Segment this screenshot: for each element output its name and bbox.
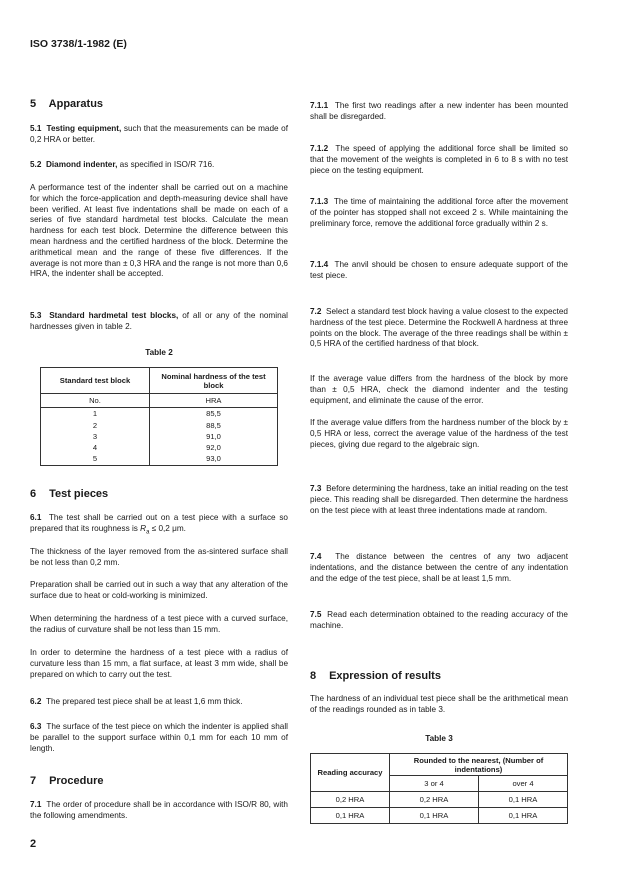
- clause-6-3: 6.3 The surface of the test piece on which the indenter is applied shall be parallel to the support surface within 0,1 mm for each 10 mm of length.: [30, 722, 288, 753]
- clause-6-1-e: In order to determine the hardness of a test piece with a radius of curvature less than 15 mm, a flat surface, at least 3 mm wide, shall be prepared on which to carry out the test.: [30, 648, 288, 679]
- section-title: Apparatus: [48, 98, 104, 110]
- clause-5-2: 5.2 Diamond indenter, as specified in ISO/R 716.: [30, 160, 215, 169]
- table-3-caption: Table 3: [425, 734, 453, 743]
- table-cell: 85,5 88,5 91,0 92,0 93,0: [150, 408, 278, 466]
- clause-7-3: 7.3 Before determining the hardness, take an initial reading on the test piece. This reading shall be disregarded. Then determine the hardness on the test piece with at least three indentations made at random.: [310, 484, 568, 515]
- section-5-heading: [30, 98, 103, 110]
- page-number: 2: [30, 838, 37, 850]
- clause-5-1: 5.1 Testing equipment, such that the measurements can be made of 0,2 HRA or better.: [30, 124, 288, 144]
- section-number: 5: [30, 98, 37, 110]
- section-6-heading: 6 Test pieces: [30, 488, 109, 500]
- clause-7-2-c: If the average value differs from the hardness number of the block by ± 0,5 HRA or less, correct the average value of the hardness of the test pieces, giving due regard to the algebraic sign.: [310, 418, 568, 449]
- table-2: [40, 367, 278, 466]
- table-header: Standard test block: [41, 368, 150, 394]
- table-subheader: over 4: [478, 776, 567, 792]
- section-8-heading: 8 Expression of results: [310, 670, 441, 682]
- clause-6-2: 6.2 The prepared test piece shall be at least 1,6 mm thick.: [30, 697, 243, 706]
- table-subheader: 3 or 4: [390, 776, 479, 792]
- table-header: Nominal hardness of the test block: [150, 368, 278, 394]
- clause-5-2-body: A performance test of the indenter shall be carried out on a machine for which the force-application and depth-measuring device shall have been verified. At least five indentations shall be made on each of a series of five standard hardmetal test blocks. Calculate the mean hardness for each test block. Determine the difference between this mean hardness and the certified hardness of the block. Determine the arithmetical mean and the range of these five differences. If the average is not more than ± 0,3 HRA and the range is not more than 0,6 HRA, the indenter shall be accepted.: [30, 183, 288, 279]
- table-row: 0,1 HRA 0,1 HRA 0,1 HRA: [311, 808, 568, 824]
- clause-6-1-c: Preparation shall be carried out in such a way that any alteration of the surface due to heat or cold-working is minimized.: [30, 580, 288, 600]
- table-subheader: HRA: [150, 394, 278, 408]
- clause-7-2: 7.2 Select a standard test block having a value closest to the expected hardness of the test piece. Determine the Rockwell A hardness at three points on the block. The average of the three readings shall be within ± 0,5 HRA of the certified hardness of that block.: [310, 307, 568, 349]
- section-7-heading: 7 Procedure: [30, 775, 104, 787]
- clause-7-1-3: 7.1.3 The time of maintaining the additional force after the movement of the pointer has stopped shall not exceed 2 s. While maintaining the preliminary force, remove the additional force gradually within 2 s.: [310, 197, 568, 228]
- table-cell: 1 2 3 4 5: [41, 408, 150, 466]
- section-8-text: The hardness of an individual test piece shall be the arithmetical mean of the readings rounded as in table 3.: [310, 694, 568, 714]
- table-3: [310, 753, 568, 824]
- clause-7-2-b: If the average value differs from the hardness of the block by more than ± 0,5 HRA, check the diamond indenter and the testing equipment, and eliminate the cause of the error.: [310, 374, 568, 405]
- table-header: Reading accuracy: [311, 754, 390, 792]
- clause-6-1-d: When determining the hardness of a test piece with a curved surface, the radius of curvature shall be not less than 15 mm.: [30, 614, 288, 634]
- table-subheader: No.: [41, 394, 150, 408]
- clause-7-1-2: 7.1.2 The speed of applying the additional force shall be limited so that the movement of the weights is completed in 6 to 8 s with no test piece on the testing equipment.: [310, 144, 568, 175]
- document-header: ISO 3738/1-1982 (E): [30, 38, 127, 50]
- clause-6-1-b: The thickness of the layer removed from the as-sintered surface shall be not less than 0,2 mm.: [30, 547, 288, 567]
- table-2-caption: Table 2: [145, 348, 173, 357]
- clause-7-4: 7.4 The distance between the centres of any two adjacent indentations, and the distance between the centre of any indentation and the edge of the test piece, shall be at least 1,5 mm.: [310, 552, 568, 583]
- table-row: 0,2 HRA 0,2 HRA 0,1 HRA: [311, 792, 568, 808]
- clause-5-3: 5.3 Standard hardmetal test blocks, of all or any of the nominal hardnesses given in table 2.: [30, 311, 288, 331]
- clause-7-1: 7.1 The order of procedure shall be in accordance with ISO/R 80, with the following amendments.: [30, 800, 288, 820]
- clause-6-1: 6.1 The test shall be carried out on a test piece with a surface so prepared that its roughness is $R_a \le 0,2$ μm.: [30, 513, 288, 536]
- clause-7-5: 7.5 Read each determination obtained to the reading accuracy of the machine.: [310, 610, 568, 630]
- table-header: Rounded to the nearest, (Number of indentations): [390, 754, 568, 776]
- clause-7-1-1: 7.1.1 The first two readings after a new indenter has been mounted shall be disregarded.: [310, 101, 568, 121]
- clause-7-1-4: 7.1.4 The anvil should be chosen to ensure adequate support of the test piece.: [310, 260, 568, 280]
